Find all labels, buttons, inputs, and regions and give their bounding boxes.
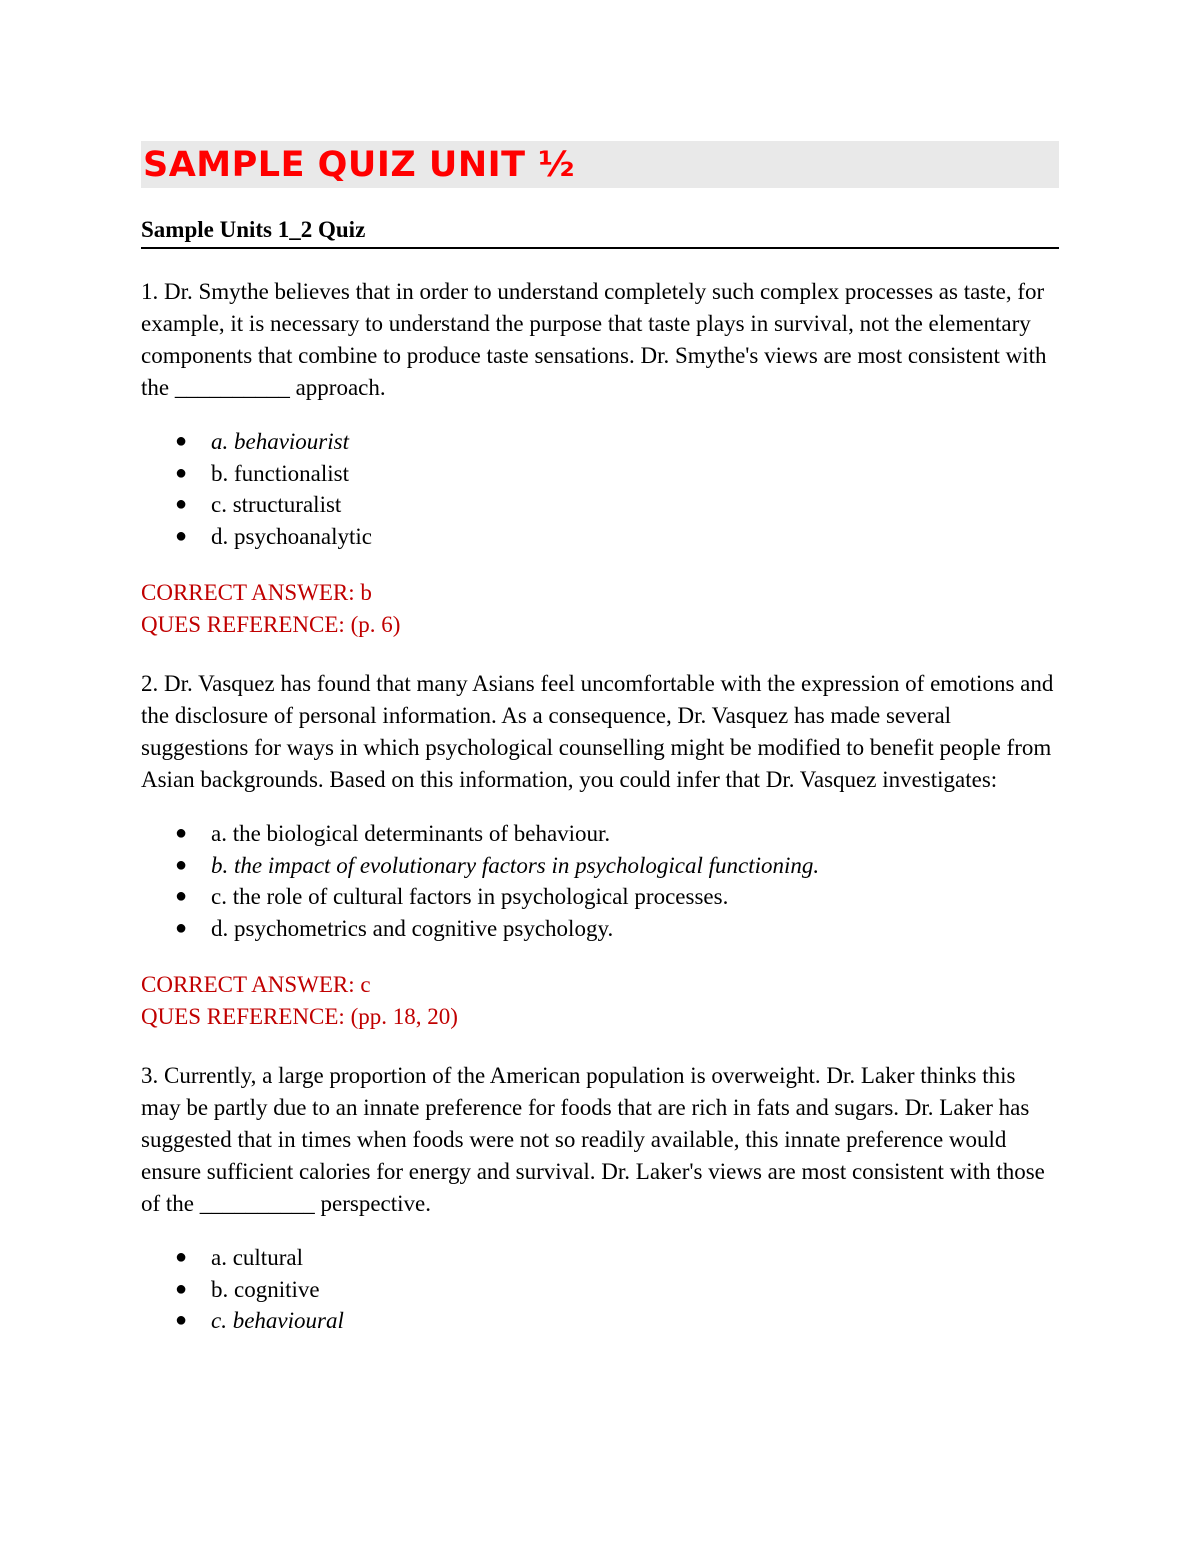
option-text: a. behaviourist (211, 429, 349, 454)
bullet-icon: ● (175, 493, 188, 515)
question-3-text: 3. Currently, a large proportion of the American population is overweight. Dr. Laker thinks this may be partly due to an innate preference for foods that are rich in fats and sugars. Dr. Laker has suggested that in times when foods were not so readily available, this innate preference would ensure sufficient calories for energy and survival. Dr. Laker's views are most consistent with those of the __________ perspective. (141, 1063, 1045, 1216)
option-item (141, 1242, 1059, 1274)
title-bar (141, 141, 1059, 188)
question-3-options (141, 1242, 1059, 1337)
bullet-icon: ● (175, 1309, 188, 1331)
question-2-options (141, 818, 1059, 944)
bullet-icon: ● (175, 430, 188, 452)
answer-block-2 (141, 969, 1059, 1033)
option-text: c. structuralist (211, 492, 342, 517)
quiz-subtitle: Sample Units 1_2 Quiz (141, 215, 1059, 249)
option-item (141, 850, 1059, 882)
option-text: b. functionalist (211, 460, 349, 486)
option-text: d. psychometrics and cognitive psychology. (211, 915, 614, 941)
answer-block-1 (141, 577, 1059, 641)
bullet-icon: ● (175, 461, 188, 484)
page-title: SAMPLE QUIZ UNIT ½ (143, 144, 575, 185)
option-text: b. the impact of evolutionary factors in psychological functioning. (211, 852, 820, 878)
question-1-options (141, 426, 1059, 552)
bullet-icon: ● (175, 885, 188, 907)
option-item (141, 458, 1059, 490)
question-2-text: 2. Dr. Vasquez has found that many Asians feel uncomfortable with the expression of emotions and the disclosure of personal information. As a consequence, Dr. Vasquez has made several suggestions for ways in which psychological counselling might be modified to benefit people from Asian backgrounds. Based on this information, you could infer that Dr. Vasquez investigates: (141, 671, 1054, 792)
option-text: c. the role of cultural factors in psychological processes. (211, 884, 729, 909)
option-text: c. behavioural (211, 1308, 344, 1333)
option-text: b. cognitive (211, 1276, 320, 1302)
document-page (141, 141, 1059, 1337)
option-text: a. the biological determinants of behaviour. (211, 821, 611, 846)
bullet-icon: ● (175, 1246, 188, 1268)
option-item (141, 913, 1059, 945)
option-item (141, 521, 1059, 553)
option-item (141, 881, 1059, 913)
option-item (141, 1274, 1059, 1306)
question-1-text: 1. Dr. Smythe believes that in order to understand completely such complex processes as taste, for example, it is necessary to understand the purpose that taste plays in survival, not the elementary components that combine to produce taste sensations. Dr. Smythe's views are most consistent with the __________ approach. (141, 279, 1047, 400)
option-item (141, 426, 1059, 458)
option-item (141, 489, 1059, 521)
option-text: d. psychoanalytic (211, 523, 372, 549)
option-item (141, 1305, 1059, 1337)
question-reference: QUES REFERENCE: (p. 6) (141, 612, 401, 637)
bullet-icon: ● (175, 1277, 188, 1300)
option-item (141, 818, 1059, 850)
question-reference: QUES REFERENCE: (pp. 18, 20) (141, 1004, 458, 1029)
option-text: a. cultural (211, 1245, 303, 1270)
correct-answer: CORRECT ANSWER: b (141, 580, 372, 605)
correct-answer: CORRECT ANSWER: c (141, 972, 371, 997)
bullet-icon: ● (175, 822, 188, 844)
bullet-icon: ● (175, 916, 188, 939)
bullet-icon: ● (175, 853, 188, 876)
bullet-icon: ● (175, 524, 188, 547)
